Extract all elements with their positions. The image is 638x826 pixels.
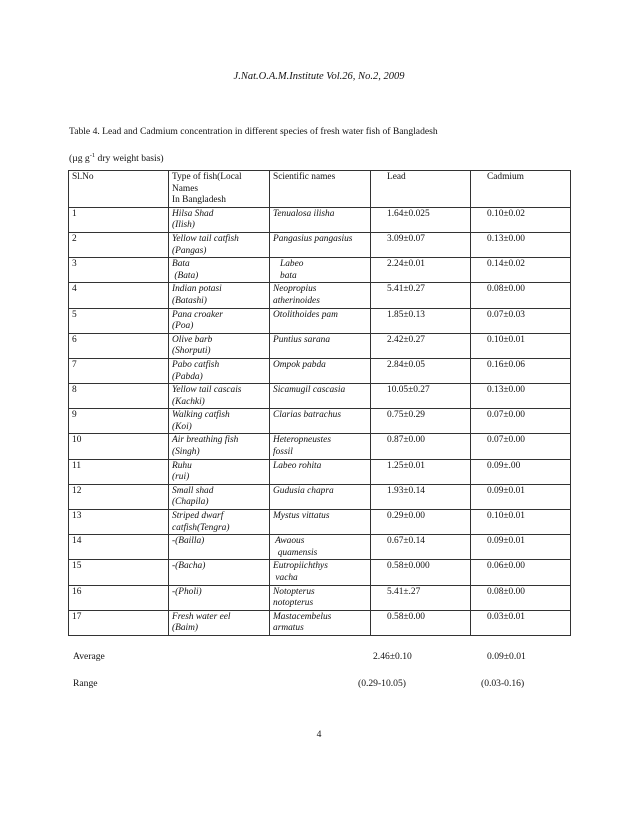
cell-scientific-name — [270, 308, 371, 333]
header-type — [169, 171, 270, 208]
fish-type-line2: (Poa) — [172, 321, 194, 332]
cell-lead — [371, 560, 471, 585]
cell-scientific-name — [270, 333, 371, 358]
average-label: Average — [73, 651, 105, 662]
lead-value: 1.25±0.01 — [387, 460, 425, 471]
cadmium-value: 0.09±0.01 — [487, 485, 525, 496]
cell-lead — [371, 459, 471, 484]
lead-value: 1.93±0.14 — [387, 485, 425, 496]
cell-lead — [371, 232, 471, 257]
cell-scientific-name — [270, 610, 371, 635]
cell-lead — [371, 409, 471, 434]
slno-text: 12 — [72, 485, 82, 496]
cadmium-value: 0.08±0.00 — [487, 586, 525, 597]
slno-text: 5 — [72, 309, 77, 320]
lead-value: 2.42±0.27 — [387, 334, 425, 345]
cell-lead — [371, 434, 471, 459]
fish-type-line1: Walking catfish — [172, 410, 230, 421]
scientific-line1: Otolithoides pam — [273, 309, 338, 320]
scientific-line1: Gudusia chapra — [273, 485, 334, 496]
fish-type-line1: -(Bailla) — [172, 536, 205, 547]
slno-text: 3 — [72, 259, 77, 270]
cell-cadmium — [471, 283, 571, 308]
scientific-line1: Pangasius pangasius — [273, 233, 353, 244]
cadmium-value: 0.09±0.01 — [487, 536, 525, 547]
cell-slno — [69, 535, 169, 560]
cell-fish-type — [169, 333, 270, 358]
fish-type-line2: (rui) — [172, 472, 190, 483]
cadmium-value: 0.16±0.06 — [487, 359, 525, 370]
scientific-line2: vacha — [273, 573, 298, 583]
scientific-line1: Mastacembelus — [273, 611, 332, 622]
slno-text: 2 — [72, 233, 77, 244]
cell-cadmium — [471, 308, 571, 333]
cell-cadmium — [471, 358, 571, 383]
cell-fish-type — [169, 409, 270, 434]
cell-scientific-name — [270, 207, 371, 232]
cell-cadmium — [471, 585, 571, 610]
cell-fish-type — [169, 459, 270, 484]
header-cadmium: Cadmium — [471, 171, 571, 208]
fish-type-line2: (Kachki) — [172, 396, 205, 407]
cell-lead — [371, 510, 471, 535]
lead-value: 0.67±0.14 — [387, 536, 425, 547]
cell-cadmium — [471, 535, 571, 560]
cell-fish-type — [169, 232, 270, 257]
table-row — [69, 610, 571, 635]
table-header-row — [69, 171, 571, 208]
cell-slno — [69, 585, 169, 610]
cell-lead — [371, 535, 471, 560]
scientific-line1: Awaous — [273, 536, 305, 547]
table-row — [69, 258, 571, 283]
lead-value: 1.85±0.13 — [387, 309, 425, 320]
slno-text: 1 — [72, 208, 77, 219]
scientific-line1: Heteropneustes — [273, 435, 331, 446]
cell-cadmium — [471, 510, 571, 535]
cell-cadmium — [471, 333, 571, 358]
table-row — [69, 535, 571, 560]
cell-fish-type — [169, 258, 270, 283]
cell-cadmium — [471, 384, 571, 409]
cadmium-value: 0.08±0.00 — [487, 284, 525, 295]
range-cadmium: (0.03-0.16) — [481, 678, 525, 689]
scientific-line1: Puntius sarana — [273, 334, 331, 345]
cell-fish-type — [169, 510, 270, 535]
fish-type-line1: -(Pholi) — [172, 586, 202, 597]
cell-lead — [371, 308, 471, 333]
cell-slno — [69, 459, 169, 484]
slno-text: 9 — [72, 410, 77, 421]
cell-cadmium — [471, 484, 571, 509]
cadmium-value: 0.07±0.00 — [487, 410, 525, 421]
table-row — [69, 333, 571, 358]
cadmium-value: 0.13±0.00 — [487, 385, 525, 396]
fish-type-line2: catfish(Tengra) — [172, 522, 230, 533]
table-row — [69, 434, 571, 459]
data-table — [68, 170, 571, 636]
slno-text: 11 — [72, 460, 82, 471]
header-lead: Lead — [371, 171, 471, 208]
cell-scientific-name — [270, 384, 371, 409]
cell-slno — [69, 358, 169, 383]
cell-scientific-name — [270, 232, 371, 257]
cadmium-value: 0.03±0.01 — [487, 611, 525, 622]
cadmium-value: 0.07±0.00 — [487, 435, 525, 446]
scientific-line1: Notopterus — [273, 586, 315, 597]
cell-lead — [371, 283, 471, 308]
cell-lead — [371, 585, 471, 610]
cell-fish-type — [169, 308, 270, 333]
page-number: 4 — [316, 729, 322, 740]
scientific-line2: bata — [273, 270, 297, 281]
fish-type-line2: (Chapila) — [172, 497, 209, 508]
cell-slno — [69, 258, 169, 283]
cell-cadmium — [471, 232, 571, 257]
cadmium-value: 0.13±0.00 — [487, 233, 525, 244]
cell-cadmium — [471, 560, 571, 585]
cell-scientific-name — [270, 535, 371, 560]
units-note — [69, 152, 164, 164]
cell-slno — [69, 232, 169, 257]
table-row — [69, 459, 571, 484]
header-scientific: Scientific names — [270, 171, 371, 208]
cell-fish-type — [169, 585, 270, 610]
cadmium-value: 0.10±0.01 — [487, 511, 525, 522]
table-row — [69, 308, 571, 333]
fish-type-line2: (Ilish) — [172, 220, 195, 231]
cell-cadmium — [471, 610, 571, 635]
table-row — [69, 358, 571, 383]
lead-value: 0.29±0.00 — [387, 511, 425, 522]
cell-lead — [371, 258, 471, 283]
slno-text: 6 — [72, 334, 77, 345]
cell-cadmium — [471, 258, 571, 283]
range-lead: (0.29-10.05) — [358, 678, 406, 689]
journal-header: J.Nat.O.A.M.Institute Vol.26, No.2, 2009 — [233, 71, 405, 82]
cadmium-value: 0.14±0.02 — [487, 259, 525, 270]
cell-cadmium — [471, 459, 571, 484]
fish-type-line1: Indian potasi — [172, 284, 222, 295]
fish-type-line2: (Baim) — [172, 623, 199, 634]
fish-type-line1: Olive barb — [172, 334, 213, 345]
lead-value: 0.87±0.00 — [387, 435, 425, 446]
cell-scientific-name — [270, 510, 371, 535]
lead-value: 0.58±0.00 — [387, 611, 425, 622]
fish-type-line1: Pana croaker — [172, 309, 223, 320]
cell-fish-type — [169, 434, 270, 459]
fish-type-line1: Striped dwarf — [172, 511, 224, 522]
fish-type-line2: (Koi) — [172, 421, 192, 432]
lead-value: 5.41±0.27 — [387, 284, 425, 295]
cell-fish-type — [169, 283, 270, 308]
cell-slno — [69, 610, 169, 635]
scientific-line2: notopterus — [273, 598, 314, 609]
table-row — [69, 409, 571, 434]
fish-type-line1: Hilsa Shad — [172, 208, 214, 219]
cell-scientific-name — [270, 283, 371, 308]
scientific-line1: Ompok pabda — [273, 359, 326, 370]
scientific-line1: Sicamugil cascasia — [273, 385, 346, 396]
slno-text: 17 — [72, 611, 82, 622]
slno-text: 16 — [72, 586, 82, 597]
fish-type-line1: Small shad — [172, 485, 214, 496]
table-row — [69, 510, 571, 535]
lead-value: 0.75±0.29 — [387, 410, 425, 421]
scientific-line1: Labeo rohita — [273, 460, 322, 471]
fish-type-line1: Yellow tail catfish — [172, 233, 239, 244]
cadmium-value: 0.09±.00 — [487, 460, 521, 471]
average-cadmium: 0.09±0.01 — [487, 651, 526, 662]
cell-slno — [69, 434, 169, 459]
cadmium-value: 0.06±0.00 — [487, 561, 525, 572]
cell-slno — [69, 510, 169, 535]
lead-value: 3.09±0.07 — [387, 233, 425, 244]
table-row — [69, 207, 571, 232]
cell-slno — [69, 384, 169, 409]
scientific-line1: Tenualosa ilisha — [273, 208, 335, 219]
scientific-line1: Labeo — [273, 259, 304, 270]
slno-text: 4 — [72, 284, 77, 295]
cell-slno — [69, 409, 169, 434]
lead-value: 1.64±0.025 — [387, 208, 430, 219]
cell-lead — [371, 610, 471, 635]
table-row — [69, 384, 571, 409]
fish-type-line1: Pabo catfish — [172, 359, 220, 370]
cell-lead — [371, 384, 471, 409]
slno-text: 10 — [72, 435, 82, 446]
cell-scientific-name — [270, 459, 371, 484]
scientific-line2: quamensis — [273, 547, 318, 558]
units-post: dry weight basis) — [95, 153, 164, 165]
cell-scientific-name — [270, 409, 371, 434]
fish-type-line2: (Pabda) — [172, 371, 203, 382]
scientific-line2: fossil — [273, 447, 293, 458]
cell-slno — [69, 207, 169, 232]
cell-slno — [69, 283, 169, 308]
cell-slno — [69, 333, 169, 358]
scientific-line1: Eutropiichthys — [273, 561, 328, 572]
cell-scientific-name — [270, 560, 371, 585]
scientific-line2: armatus — [273, 623, 304, 634]
header-type-line3: In Bangladesh — [172, 195, 226, 206]
cell-cadmium — [471, 207, 571, 232]
scientific-line1: Clarias batrachus — [273, 410, 341, 421]
fish-type-line2: (Bata) — [172, 270, 199, 281]
slno-text: 7 — [72, 359, 77, 370]
units-pre: (µg g — [69, 153, 90, 165]
cell-slno — [69, 308, 169, 333]
fish-type-line1: -(Bacha) — [172, 561, 206, 572]
lead-value: 5.41±.27 — [387, 586, 421, 597]
cell-slno — [69, 484, 169, 509]
table-row — [69, 484, 571, 509]
header-slno: Sl.No — [69, 171, 169, 208]
cell-scientific-name — [270, 358, 371, 383]
average-lead: 2.46±0.10 — [373, 651, 412, 662]
fish-type-line1: Ruhu — [172, 460, 192, 471]
cell-fish-type — [169, 484, 270, 509]
units-sup: -1 — [89, 152, 96, 159]
lead-value: 2.84±0.05 — [387, 359, 425, 370]
cell-scientific-name — [270, 585, 371, 610]
cell-fish-type — [169, 207, 270, 232]
cell-lead — [371, 207, 471, 232]
slno-text: 14 — [72, 536, 82, 547]
header-type-line2: Names — [172, 183, 199, 194]
cell-scientific-name — [270, 484, 371, 509]
cell-lead — [371, 333, 471, 358]
lead-value: 2.24±0.01 — [387, 259, 425, 270]
fish-type-line2: (Singh) — [172, 447, 200, 458]
fish-type-line2: (Shorputi) — [172, 346, 211, 357]
scientific-line1: Neopropius — [273, 284, 317, 295]
cell-fish-type — [169, 560, 270, 585]
fish-type-line1: Bata — [172, 259, 190, 270]
cell-scientific-name — [270, 258, 371, 283]
cell-fish-type — [169, 358, 270, 383]
slno-text: 15 — [72, 561, 82, 572]
cell-lead — [371, 484, 471, 509]
cell-lead — [371, 358, 471, 383]
cadmium-value: 0.10±0.01 — [487, 334, 525, 345]
cell-slno — [69, 560, 169, 585]
slno-text: 13 — [72, 511, 82, 522]
scientific-line2: atherinoides — [273, 295, 320, 306]
table-caption: Table 4. Lead and Cadmium concentration in different species of fresh water fish of Bangladesh — [69, 126, 438, 137]
scientific-line1: Mystus vittatus — [273, 511, 330, 522]
fish-type-line1: Fresh water eel — [172, 611, 231, 622]
fish-type-line1: Air breathing fish — [172, 435, 239, 446]
cell-fish-type — [169, 610, 270, 635]
cell-fish-type — [169, 535, 270, 560]
cell-fish-type — [169, 384, 270, 409]
lead-value: 10.05±0.27 — [387, 385, 430, 396]
lead-value: 0.58±0.000 — [387, 561, 430, 572]
cell-cadmium — [471, 409, 571, 434]
cadmium-value: 0.07±0.03 — [487, 309, 525, 320]
fish-type-line2: (Pangas) — [172, 245, 207, 256]
table-row — [69, 283, 571, 308]
slno-text: 8 — [72, 385, 77, 396]
fish-type-line1: Yellow tail cascais — [172, 385, 242, 396]
table-row — [69, 560, 571, 585]
table-row — [69, 232, 571, 257]
cell-cadmium — [471, 434, 571, 459]
table-row — [69, 585, 571, 610]
cadmium-value: 0.10±0.02 — [487, 208, 525, 219]
header-type-line1: Type of fish(Local — [172, 172, 242, 182]
fish-type-line2: (Batashi) — [172, 295, 207, 306]
range-label: Range — [73, 678, 98, 689]
cell-scientific-name — [270, 434, 371, 459]
